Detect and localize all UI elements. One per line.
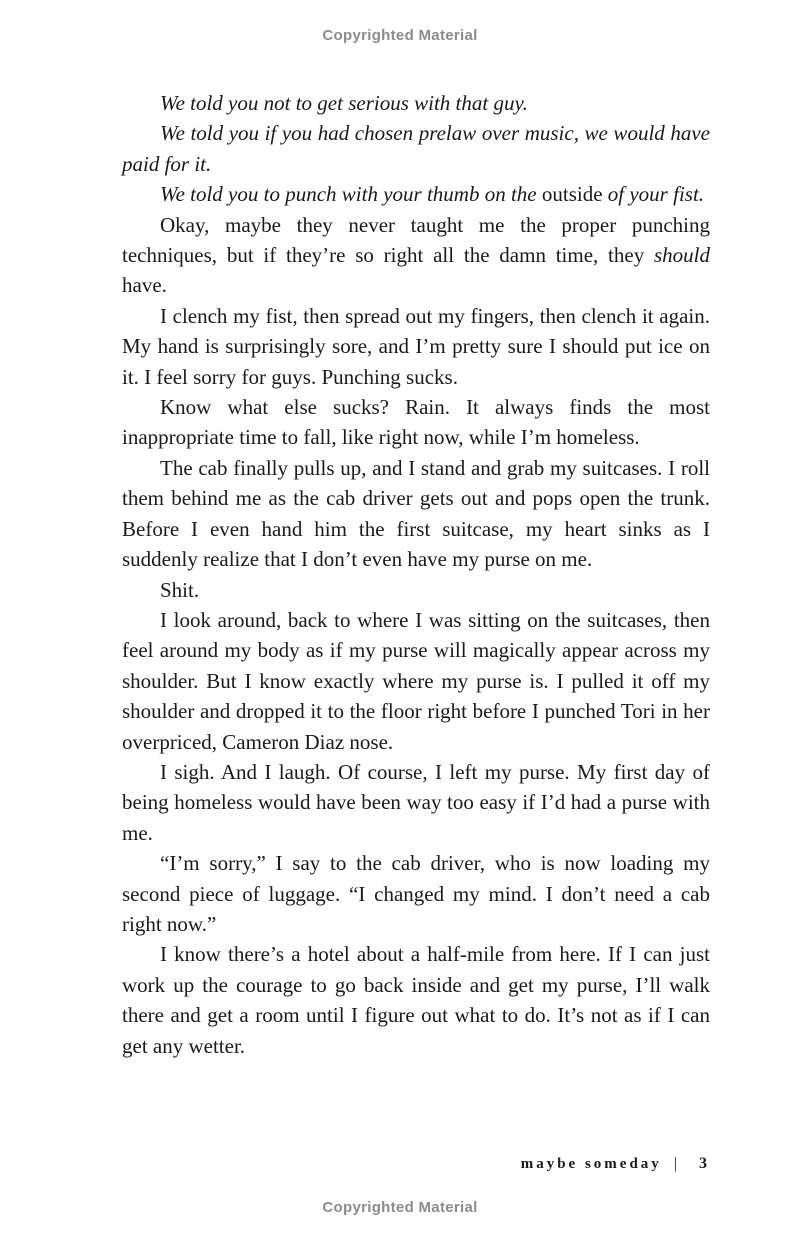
text-run: The cab finally pulls up, and I stand and grab my suitcases. I roll them behind me as the cab driver gets out and pops open the trunk. Before I even hand him the first suitcase, my heart sinks as I suddenly realize that I don’t even have my purse on me. <box>122 455 710 572</box>
text-run: Know what else sucks? Rain. It always finds the most inappropriate time to fall, like right now, while I’m homeless. <box>122 395 710 450</box>
book-title: maybe someday <box>520 1156 662 1172</box>
paragraph <box>122 392 710 453</box>
text-run: “I’m sorry,” I say to the cab driver, who is now loading my second piece of luggage. “I changed my mind. I don’t need a cab right now.” <box>122 851 710 936</box>
paragraph <box>122 453 710 575</box>
text-run: I know there’s a hotel about a half-mile from here. If I can just work up the courage to go back inside and get my purse, I’ll walk there and get a room until I figure out what to do. It’s not as if I can get any wetter. <box>122 942 710 1058</box>
text-run: I sigh. And I laugh. Of course, I left my purse. My first day of being homeless would have been way too easy if I’d had a purse with me. <box>122 759 710 845</box>
text-run: Okay, maybe they never taught me the proper punching techniques, but if they’re so right all the damn time, they <box>122 212 710 268</box>
paragraph <box>122 179 710 209</box>
paragraph <box>122 605 710 757</box>
paragraph <box>122 88 710 118</box>
copyright-notice-bottom: Copyrighted Material <box>322 1199 478 1216</box>
paragraph <box>122 848 710 939</box>
page-number: 3 <box>699 1155 707 1172</box>
paragraph <box>122 757 710 848</box>
italic-run: should <box>653 243 710 268</box>
text-run: I clench my fist, then spread out my fingers, then clench it again. My hand is surprisingly sore, and I’m pretty sure I should put ice on it. I feel sorry for guys. Punching sucks. <box>122 303 710 389</box>
text-run: outside <box>541 182 603 207</box>
paragraph <box>122 210 710 301</box>
copyright-notice-top: Copyrighted Material <box>322 27 478 44</box>
body-text <box>122 88 710 1061</box>
text-run: Shit. <box>160 577 200 602</box>
italic-run: We told you to punch with your thumb on the <box>160 182 542 207</box>
text-run: I look around, back to where I was sitting on the suitcases, then feel around my body as if my purse will magically appear across my shoulder. But I know exactly where my purse is. I pulled it off my shoulder and dropped it to the floor right before I punched Tori in her overpriced, Cameron Diaz nose. <box>122 607 710 754</box>
paragraph <box>122 301 710 392</box>
footer-separator: | <box>673 1155 677 1172</box>
paragraph <box>122 939 710 1061</box>
italic-run: We told you if you had chosen prelaw over music, we would have paid for it. <box>122 121 710 176</box>
text-run: have. <box>122 273 167 298</box>
paragraph <box>122 575 710 605</box>
italic-run: of your fist. <box>602 182 705 207</box>
running-footer <box>521 1155 707 1173</box>
paragraph <box>122 118 710 179</box>
italic-run: We told you not to get serious with that guy. <box>160 91 528 115</box>
